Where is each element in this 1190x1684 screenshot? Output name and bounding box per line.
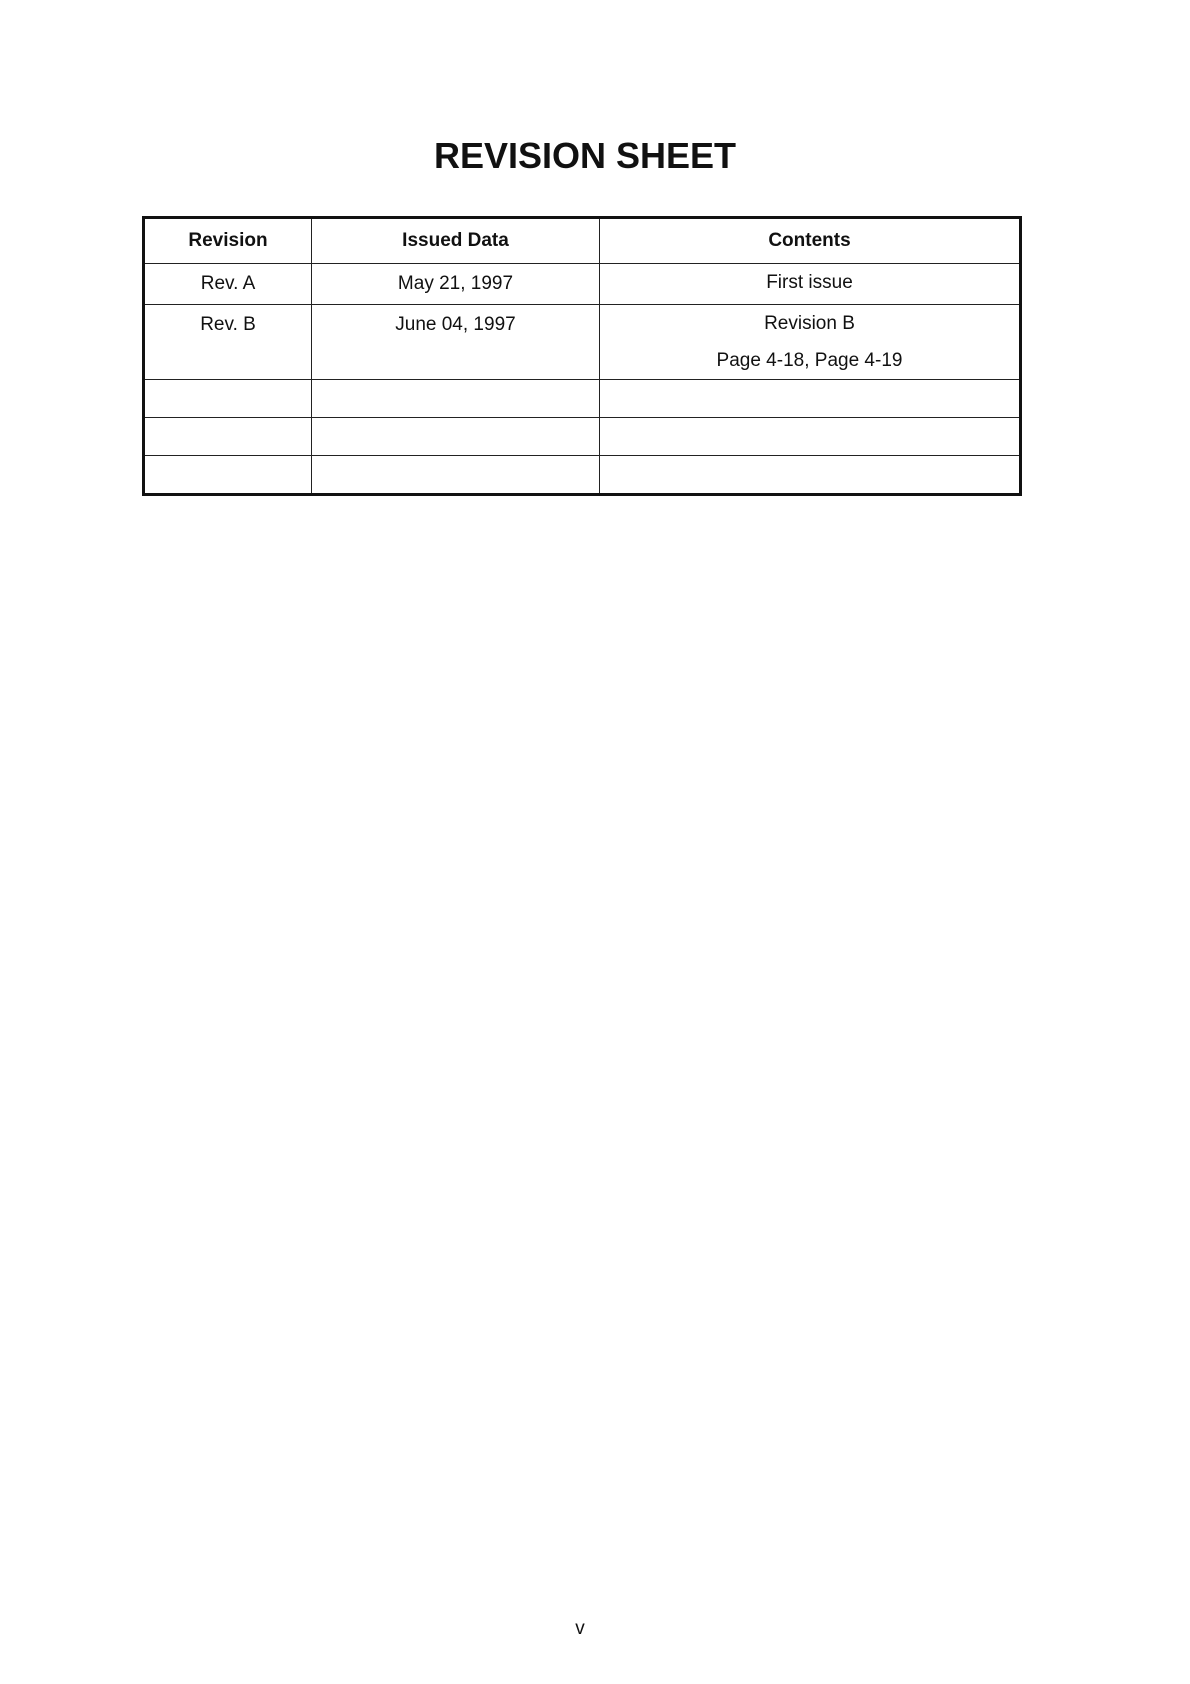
issued-date-cell: May 21, 1997	[312, 264, 600, 305]
table-row	[144, 418, 1021, 456]
table-header-row	[144, 218, 1021, 264]
contents-cell	[600, 418, 1021, 456]
issued-date-cell	[312, 418, 600, 456]
table-row	[144, 380, 1021, 418]
issued-date-cell	[312, 456, 600, 495]
issued-date-cell: June 04, 1997	[312, 305, 600, 380]
contents-line: Revision B	[764, 313, 855, 334]
revision-cell: Rev. B	[144, 305, 312, 380]
issued-date-cell	[312, 380, 600, 418]
contents-cell	[600, 456, 1021, 495]
header-contents: Contents	[600, 218, 1021, 264]
revision-cell: Rev. A	[144, 264, 312, 305]
revision-cell	[144, 456, 312, 495]
page-title: REVISION SHEET	[433, 135, 737, 176]
header-issued-data: Issued Data	[312, 218, 600, 264]
revision-table	[142, 216, 1022, 496]
page-number: v	[575, 1618, 585, 1639]
header-revision: Revision	[144, 218, 312, 264]
table-row	[144, 305, 1021, 380]
revision-cell	[144, 418, 312, 456]
revision-cell	[144, 380, 312, 418]
contents-cell	[600, 264, 1021, 305]
contents-cell	[600, 305, 1021, 380]
contents-cell	[600, 380, 1021, 418]
table-row	[144, 264, 1021, 305]
table-row	[144, 456, 1021, 495]
contents-line: First issue	[766, 272, 853, 293]
contents-line: Page 4-18, Page 4-19	[716, 350, 903, 371]
